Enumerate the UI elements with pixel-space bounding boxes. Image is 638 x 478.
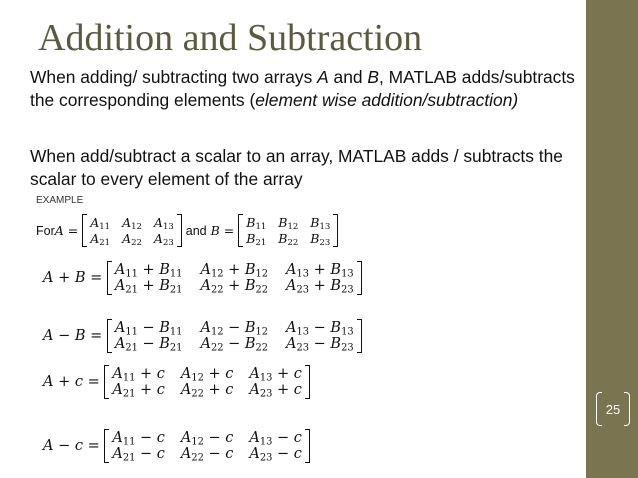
- matrix-grid: [109, 365, 305, 399]
- right-bracket: [357, 319, 362, 353]
- definition-b-lhs: B =: [210, 223, 239, 238]
- matrix-b: [238, 214, 338, 247]
- definition-a-lhs: A =: [54, 223, 83, 238]
- page-number: 25: [596, 392, 630, 426]
- matrix-cell: $A_{21} + B_{21}$: [114, 278, 183, 296]
- italic-run: B: [367, 67, 379, 87]
- matrix-cell: $A_{12} + c$: [180, 366, 234, 384]
- matrix-sum: [107, 261, 362, 295]
- scalar-addition-lhs: A + c =: [43, 374, 105, 390]
- matrix-cell: $A_{22} + B_{22}$: [200, 278, 269, 296]
- matrix-a: [82, 214, 182, 247]
- matrix-cell: $B_{21}$: [246, 231, 267, 249]
- matrix-cell: $B_{11}$: [246, 215, 267, 233]
- italic-run: A: [317, 67, 329, 87]
- matrix-cell: $A_{11} - B_{11}$: [114, 320, 183, 338]
- addition-lhs: A + B =: [43, 270, 107, 286]
- equation-addition: [43, 261, 362, 295]
- right-bracket: [177, 214, 182, 247]
- definition-and: and: [185, 223, 207, 238]
- matrix-cell: $A_{13} + c$: [249, 366, 302, 384]
- matrix-cell: $A_{22} - c$: [180, 446, 234, 464]
- matrix-grid: [112, 319, 357, 353]
- text-run: , MATLAB adds/subtracts the corresponding elements (: [30, 67, 575, 110]
- matrix-scalar-difference: [104, 429, 310, 463]
- matrix-cell: $B_{12}$: [278, 215, 299, 233]
- matrix-cell: $A_{22} + c$: [180, 382, 234, 400]
- definition-prefix: For: [36, 223, 55, 238]
- text-run: When adding/ subtracting two arrays: [30, 67, 318, 87]
- matrix-cell: $A_{13} - c$: [249, 430, 302, 448]
- equation-subtraction: [43, 319, 362, 353]
- matrix-scalar-sum: [104, 365, 310, 399]
- matrix-cell: $A_{13} + B_{13}$: [286, 262, 354, 280]
- equation-definition: [36, 214, 338, 247]
- right-bracket: [305, 429, 310, 463]
- matrix-cell: $A_{21} + c$: [112, 382, 165, 400]
- text-run: and: [328, 67, 368, 87]
- text-run: When add/subtract a scalar to an array, MATLAB adds / subtracts the scalar to every element of the array: [30, 146, 563, 189]
- matrix-cell: $B_{22}$: [278, 231, 299, 249]
- matrix-cell: $A_{12}$: [122, 215, 142, 233]
- matrix-cell: $A_{23}$: [153, 231, 174, 249]
- equation-scalar-addition: [43, 365, 310, 399]
- subtraction-lhs: A − B =: [43, 328, 107, 344]
- matrix-cell: $B_{13}$: [310, 215, 331, 233]
- matrix-grid: [112, 261, 357, 295]
- matrix-cell: $A_{21}$: [90, 231, 111, 249]
- equation-scalar-subtraction: [43, 429, 310, 463]
- matrix-cell: $A_{21} - B_{21}$: [114, 336, 183, 354]
- matrix-cell: $A_{22}$: [122, 231, 142, 249]
- matrix-cell: $A_{22} - B_{22}$: [200, 336, 269, 354]
- matrix-cell: $A_{23} - c$: [249, 446, 302, 464]
- matrix-cell: $A_{11} + B_{11}$: [114, 262, 183, 280]
- matrix-cell: $A_{13}$: [153, 215, 174, 233]
- matrix-cell: $A_{23} + B_{23}$: [286, 278, 354, 296]
- matrix-cell: $A_{23} - B_{23}$: [286, 336, 354, 354]
- bullet-elementwise: [30, 66, 580, 112]
- matrix-cell: $A_{12} - B_{12}$: [200, 320, 269, 338]
- matrix-grid: [87, 214, 177, 247]
- matrix-cell: $A_{21} - c$: [112, 446, 165, 464]
- matrix-grid: [243, 214, 333, 247]
- matrix-difference: [107, 319, 362, 353]
- right-bracket: [305, 365, 310, 399]
- matrix-cell: $B_{23}$: [310, 231, 331, 249]
- scalar-subtraction-lhs: A − c =: [43, 438, 105, 454]
- matrix-cell: $A_{12} - c$: [180, 430, 234, 448]
- italic-run: element wise addition/subtraction): [255, 90, 519, 110]
- matrix-cell: $A_{11}$: [90, 215, 111, 233]
- right-bracket: [333, 214, 338, 247]
- example-label: EXAMPLE: [36, 195, 84, 206]
- slide-title: Addition and Subtraction: [38, 17, 423, 59]
- matrix-cell: $A_{12} + B_{12}$: [200, 262, 269, 280]
- bullet-scalar: [30, 145, 580, 191]
- matrix-cell: $A_{11} + c$: [112, 366, 165, 384]
- matrix-cell: $A_{23} + c$: [249, 382, 302, 400]
- right-bracket: [357, 261, 362, 295]
- matrix-cell: $A_{11} - c$: [112, 430, 165, 448]
- matrix-cell: $A_{13} - B_{13}$: [286, 320, 354, 338]
- matrix-grid: [109, 429, 305, 463]
